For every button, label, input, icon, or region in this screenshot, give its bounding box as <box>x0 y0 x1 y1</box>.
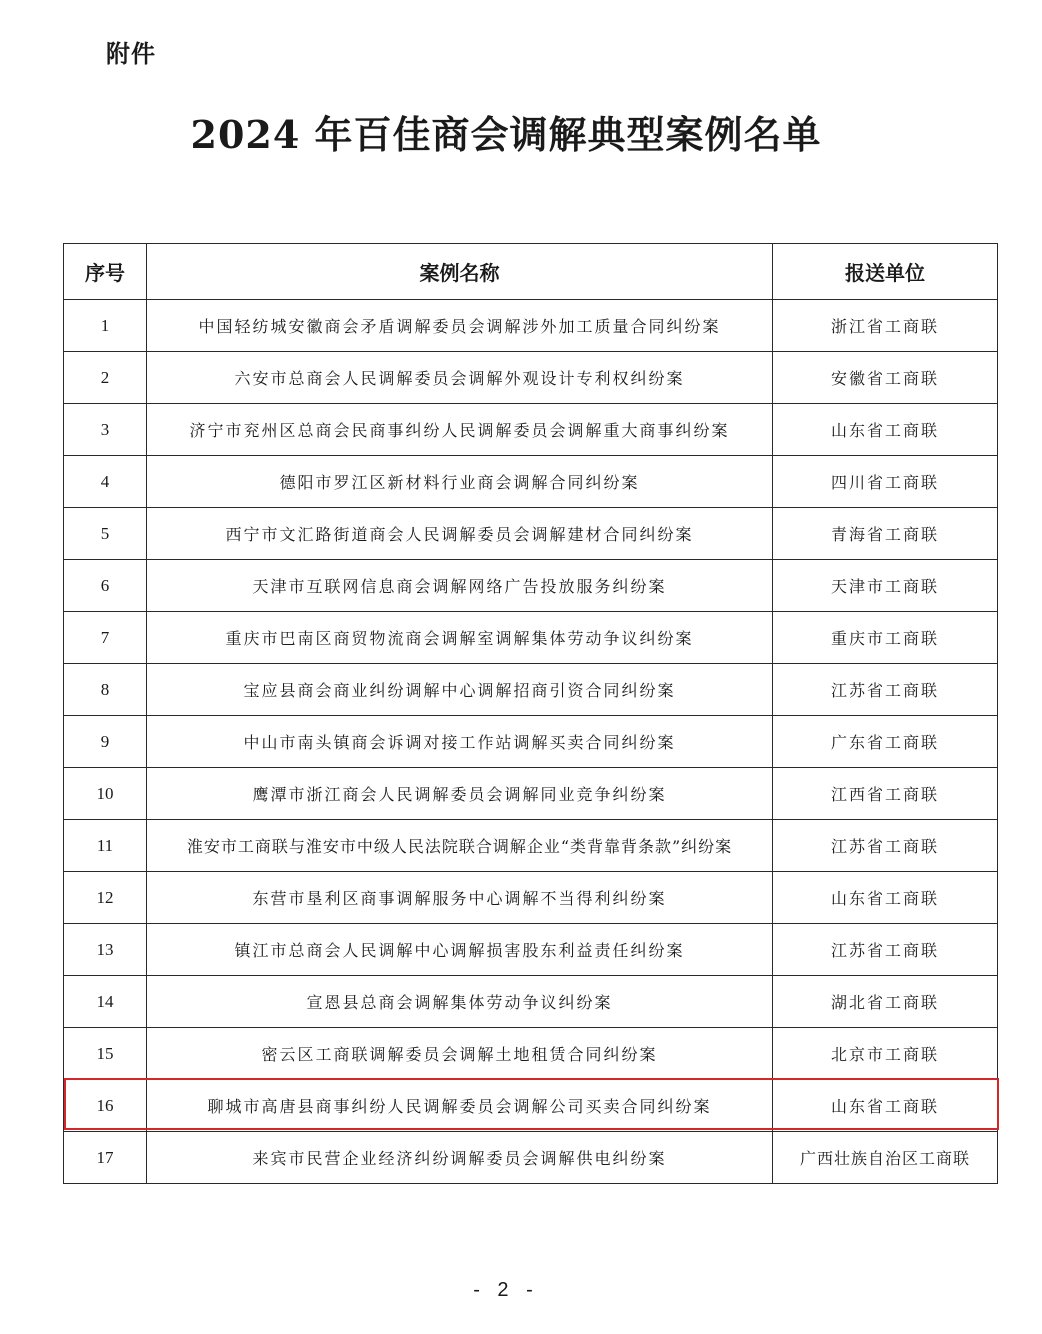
table-row <box>64 456 998 508</box>
submitting-unit: 广西壮族自治区工商联 <box>773 1132 998 1184</box>
submitting-unit: 江苏省工商联 <box>773 664 998 716</box>
row-number: 11 <box>64 820 147 872</box>
page-number: - 2 - <box>473 1279 539 1301</box>
row-number: 7 <box>64 612 147 664</box>
submitting-unit: 湖北省工商联 <box>773 976 998 1028</box>
submitting-unit: 浙江省工商联 <box>773 300 998 352</box>
case-name: 镇江市总商会人民调解中心调解损害股东利益责任纠纷案 <box>147 924 773 976</box>
submitting-unit: 山东省工商联 <box>773 1080 998 1132</box>
case-name: 宣恩县总商会调解集体劳动争议纠纷案 <box>147 976 773 1028</box>
case-list-table <box>63 243 998 1184</box>
submitting-unit: 江西省工商联 <box>773 768 998 820</box>
table-row <box>64 508 998 560</box>
case-name: 宝应县商会商业纠纷调解中心调解招商引资合同纠纷案 <box>147 664 773 716</box>
row-number: 9 <box>64 716 147 768</box>
row-number: 4 <box>64 456 147 508</box>
table-row <box>64 404 998 456</box>
table-row-highlighted <box>64 1080 998 1132</box>
submitting-unit: 江苏省工商联 <box>773 924 998 976</box>
case-name: 天津市互联网信息商会调解网络广告投放服务纠纷案 <box>147 560 773 612</box>
table-header-row <box>64 244 998 300</box>
row-number: 5 <box>64 508 147 560</box>
case-name: 重庆市巴南区商贸物流商会调解室调解集体劳动争议纠纷案 <box>147 612 773 664</box>
submitting-unit: 重庆市工商联 <box>773 612 998 664</box>
attachment-label: 附件 <box>106 40 156 68</box>
table-row <box>64 352 998 404</box>
submitting-unit: 北京市工商联 <box>773 1028 998 1080</box>
case-name: 密云区工商联调解委员会调解土地租赁合同纠纷案 <box>147 1028 773 1080</box>
case-name: 中山市南头镇商会诉调对接工作站调解买卖合同纠纷案 <box>147 716 773 768</box>
row-number: 16 <box>64 1080 147 1132</box>
table-row <box>64 300 998 352</box>
row-number: 6 <box>64 560 147 612</box>
table-row <box>64 768 998 820</box>
submitting-unit: 青海省工商联 <box>773 508 998 560</box>
submitting-unit: 江苏省工商联 <box>773 820 998 872</box>
submitting-unit: 山东省工商联 <box>773 872 998 924</box>
case-name: 鹰潭市浙江商会人民调解委员会调解同业竞争纠纷案 <box>147 768 773 820</box>
submitting-unit: 安徽省工商联 <box>773 352 998 404</box>
column-header-submitting-unit: 报送单位 <box>773 244 998 300</box>
column-header-case-name: 案例名称 <box>147 244 773 300</box>
submitting-unit: 山东省工商联 <box>773 404 998 456</box>
column-header-number: 序号 <box>64 244 147 300</box>
table-row <box>64 664 998 716</box>
table-row <box>64 976 998 1028</box>
document-title: 2024 年百佳商会调解典型案例名单 <box>190 112 822 157</box>
row-number: 1 <box>64 300 147 352</box>
row-number: 14 <box>64 976 147 1028</box>
submitting-unit: 四川省工商联 <box>773 456 998 508</box>
case-name: 六安市总商会人民调解委员会调解外观设计专利权纠纷案 <box>147 352 773 404</box>
row-number: 17 <box>64 1132 147 1184</box>
case-name: 西宁市文汇路街道商会人民调解委员会调解建材合同纠纷案 <box>147 508 773 560</box>
table-row <box>64 924 998 976</box>
table-row <box>64 560 998 612</box>
row-number: 2 <box>64 352 147 404</box>
submitting-unit: 天津市工商联 <box>773 560 998 612</box>
case-name: 东营市垦利区商事调解服务中心调解不当得利纠纷案 <box>147 872 773 924</box>
table-row <box>64 1028 998 1080</box>
row-number: 15 <box>64 1028 147 1080</box>
table-row <box>64 1132 998 1184</box>
table-row <box>64 612 998 664</box>
case-name: 来宾市民营企业经济纠纷调解委员会调解供电纠纷案 <box>147 1132 773 1184</box>
table-row <box>64 872 998 924</box>
case-name: 德阳市罗江区新材料行业商会调解合同纠纷案 <box>147 456 773 508</box>
case-name: 济宁市兖州区总商会民商事纠纷人民调解委员会调解重大商事纠纷案 <box>147 404 773 456</box>
table-row <box>64 820 998 872</box>
row-number: 12 <box>64 872 147 924</box>
table-row <box>64 716 998 768</box>
row-number: 13 <box>64 924 147 976</box>
case-name: 淮安市工商联与淮安市中级人民法院联合调解企业“类背靠背条款”纠纷案 <box>147 820 773 872</box>
row-number: 3 <box>64 404 147 456</box>
row-number: 10 <box>64 768 147 820</box>
submitting-unit: 广东省工商联 <box>773 716 998 768</box>
case-name: 中国轻纺城安徽商会矛盾调解委员会调解涉外加工质量合同纠纷案 <box>147 300 773 352</box>
row-number: 8 <box>64 664 147 716</box>
case-name: 聊城市高唐县商事纠纷人民调解委员会调解公司买卖合同纠纷案 <box>147 1080 773 1132</box>
